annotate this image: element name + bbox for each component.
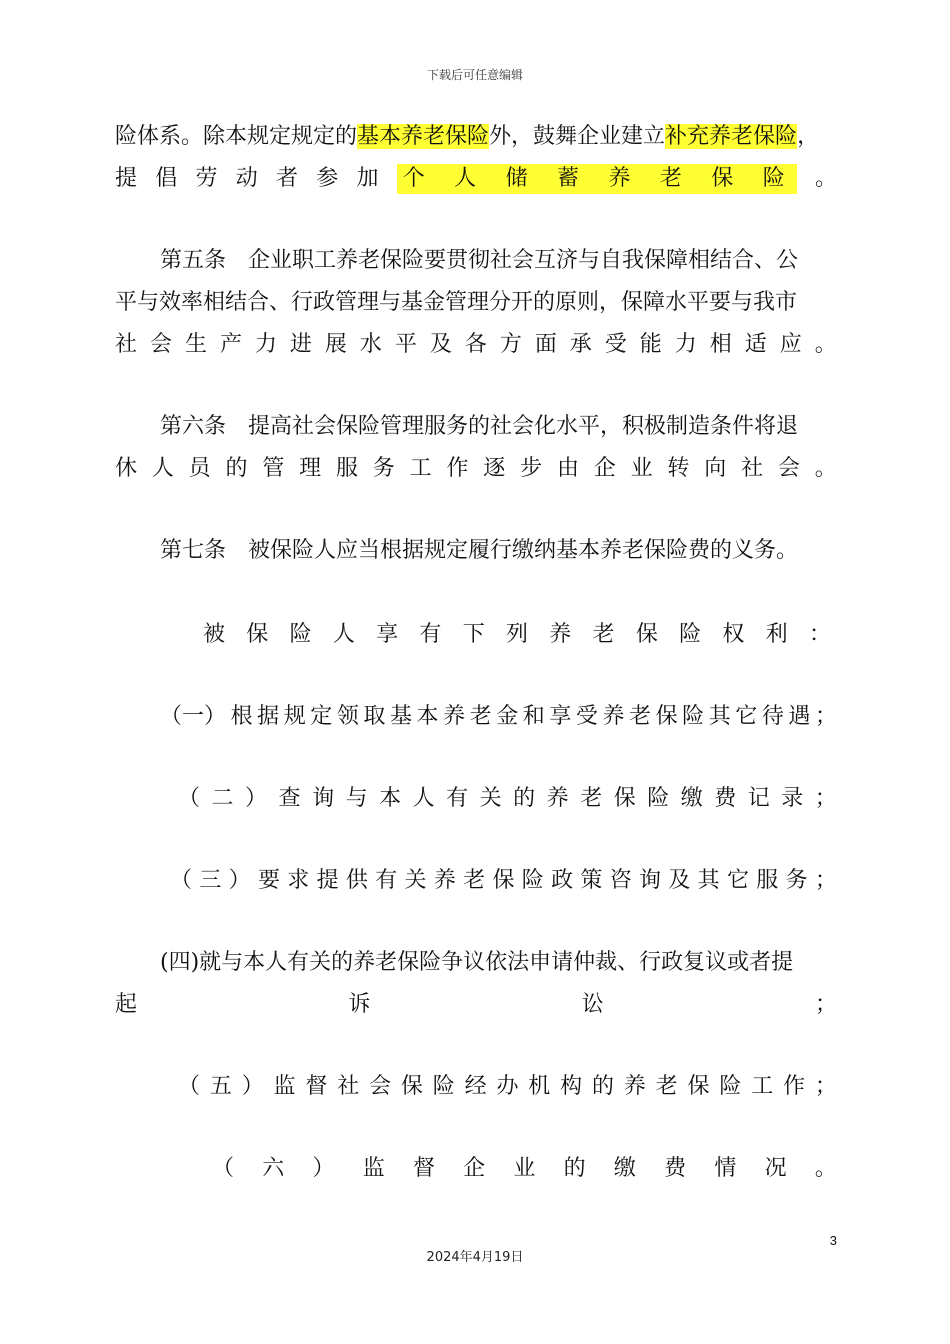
char: 况: [764, 1156, 787, 1181]
char: 享: [376, 622, 399, 647]
char: 老: [655, 1074, 678, 1099]
char: 人: [454, 166, 477, 191]
char: 保: [655, 704, 678, 729]
page-number: 3: [829, 1233, 837, 1248]
char: ）: [245, 786, 268, 811]
char: 其: [697, 868, 720, 893]
article-5-line-3: [115, 330, 837, 360]
char: 工: [751, 1074, 774, 1099]
char: 有: [419, 622, 442, 647]
char: 遇: [788, 704, 811, 729]
char: 老: [580, 786, 603, 811]
char: 业: [513, 1156, 536, 1181]
char: 。: [814, 1156, 837, 1181]
char: 提: [115, 166, 138, 191]
char: 待: [761, 704, 784, 729]
char: 展: [324, 332, 347, 357]
line-1: 险体系。除本规定规定的基本养老保险外，鼓舞企业建立补充养老保险，: [115, 124, 820, 149]
char: 有: [375, 868, 398, 893]
char: 政: [551, 868, 574, 893]
char: 向: [704, 456, 727, 481]
char: 有: [446, 786, 469, 811]
char: 社: [741, 456, 764, 481]
char: 养: [623, 1074, 646, 1099]
char: 缴: [613, 1156, 636, 1181]
char: 者: [276, 166, 299, 191]
char: 金: [496, 704, 519, 729]
char: 五: [209, 1074, 232, 1099]
char: 供: [345, 868, 368, 893]
right-3: [170, 866, 837, 896]
char: ；: [814, 868, 837, 893]
article-5-line-1: 第五条 企业职工养老保险要贯彻社会互济与自我保障相结合、公: [160, 248, 799, 273]
char: 缴: [680, 786, 703, 811]
char: 社: [115, 332, 138, 357]
highlight-supplementary-pension: 补充养老保险: [665, 124, 798, 149]
char: （一）: [160, 704, 227, 729]
char: 参: [316, 166, 339, 191]
char: 险: [762, 166, 785, 191]
char: 平: [394, 332, 417, 357]
char: 根: [230, 704, 253, 729]
char: 和: [522, 704, 545, 729]
char: 保: [492, 868, 515, 893]
char: 动: [235, 166, 258, 191]
char: 企: [463, 1156, 486, 1181]
char: 下: [462, 622, 485, 647]
char: 相: [709, 332, 732, 357]
char: 社: [337, 1074, 360, 1099]
char: 办: [496, 1074, 519, 1099]
char: 受: [604, 332, 627, 357]
char: 人: [412, 786, 435, 811]
char: 生: [184, 332, 207, 357]
char: 关: [479, 786, 502, 811]
char: 督: [305, 1074, 328, 1099]
char: 提: [316, 868, 339, 893]
char: 养: [608, 166, 631, 191]
char: 的: [225, 456, 248, 481]
char: 基: [389, 704, 412, 729]
char: 务: [785, 868, 808, 893]
right-5: [178, 1072, 837, 1102]
char: 老: [592, 622, 615, 647]
right-4-line-1: (四)就与本人有关的养老保险争议依法申请仲裁、行政复议或者提: [160, 950, 794, 975]
char: 各: [464, 332, 487, 357]
char: 保: [613, 786, 636, 811]
char: 水: [359, 332, 382, 357]
char: 企: [593, 456, 616, 481]
line-2: [115, 164, 837, 194]
char: 取: [363, 704, 386, 729]
char: 受: [575, 704, 598, 729]
char: 进: [289, 332, 312, 357]
page-footer-date: 2024年4月19日: [426, 1250, 524, 1265]
char: 险: [432, 1074, 455, 1099]
char: 步: [520, 456, 543, 481]
right-2: [178, 784, 837, 814]
char: 它: [735, 704, 758, 729]
char: ；: [814, 1074, 837, 1099]
char: （: [212, 1156, 235, 1181]
char: 加: [356, 166, 379, 191]
char: 险: [679, 622, 702, 647]
char: 领: [336, 704, 359, 729]
char: 服: [335, 456, 358, 481]
right-1: [160, 702, 837, 732]
char: 费: [664, 1156, 687, 1181]
char: 据: [257, 704, 280, 729]
char: 监: [362, 1156, 385, 1181]
char: 老: [469, 704, 492, 729]
char: 会: [777, 456, 800, 481]
char: 险: [719, 1074, 742, 1099]
char: 面: [534, 332, 557, 357]
char: 人: [151, 456, 174, 481]
char: 六: [262, 1156, 285, 1181]
char: 关: [404, 868, 427, 893]
char: ；: [814, 786, 837, 811]
char: 作: [446, 456, 469, 481]
char: ：: [808, 622, 831, 647]
char: 险: [647, 786, 670, 811]
char: 险: [289, 622, 312, 647]
char: 劳: [195, 166, 218, 191]
char: 本: [416, 704, 439, 729]
char: 及: [429, 332, 452, 357]
char: 服: [756, 868, 779, 893]
char: 咨: [609, 868, 632, 893]
char: 养: [443, 704, 466, 729]
char: 倡: [155, 166, 178, 191]
char: 承: [569, 332, 592, 357]
char: 休: [115, 456, 138, 481]
article-5-line-2: 平与效率相结合、行政管理与基金管理分开的原则，保障水平要与我市: [115, 290, 798, 315]
char: 列: [505, 622, 528, 647]
char: 人: [332, 622, 355, 647]
char: 养: [602, 704, 625, 729]
right-6: [212, 1154, 837, 1184]
char: 保: [246, 622, 269, 647]
char: 被: [203, 622, 226, 647]
char: 力: [254, 332, 277, 357]
char: 权: [722, 622, 745, 647]
rights-title: [203, 620, 831, 650]
char: 储: [505, 166, 528, 191]
char: 查: [278, 786, 301, 811]
char: 能: [639, 332, 662, 357]
char: 定: [310, 704, 333, 729]
char: 它: [726, 868, 749, 893]
char: 员: [188, 456, 211, 481]
char: 工: [409, 456, 432, 481]
char: 机: [528, 1074, 551, 1099]
char: （: [178, 1074, 201, 1099]
char: 督: [412, 1156, 435, 1181]
char: 险: [521, 868, 544, 893]
char: 监: [273, 1074, 296, 1099]
char: 逐: [483, 456, 506, 481]
char: 应: [779, 332, 802, 357]
char: 起: [115, 992, 138, 1017]
char: 方: [499, 332, 522, 357]
char: 养: [546, 786, 569, 811]
char: ）: [228, 868, 251, 893]
char: 经: [464, 1074, 487, 1099]
char: 要: [257, 868, 280, 893]
char: 本: [379, 786, 402, 811]
char: 个: [402, 166, 425, 191]
char: 管: [262, 456, 285, 481]
char: 务: [372, 456, 395, 481]
char: 二: [211, 786, 234, 811]
char: 费: [714, 786, 737, 811]
char: 作: [783, 1074, 806, 1099]
highlight-basic-pension: 基本养老保险: [357, 124, 490, 149]
char: 保: [635, 622, 658, 647]
page-header: 下载后可任意编辑: [426, 68, 523, 82]
char: 其: [708, 704, 731, 729]
char: 三: [199, 868, 222, 893]
char: 的: [563, 1156, 586, 1181]
char: 询: [312, 786, 335, 811]
char: 老: [659, 166, 682, 191]
article-6-line-2: [115, 454, 837, 484]
char: ；: [814, 704, 837, 729]
char: 转: [667, 456, 690, 481]
char: （: [178, 786, 201, 811]
char: 享: [549, 704, 572, 729]
char: 保: [400, 1074, 423, 1099]
char: 及: [668, 868, 691, 893]
char: ）: [312, 1156, 335, 1181]
char: 蓄: [557, 166, 580, 191]
char: 构: [560, 1074, 583, 1099]
char: 力: [674, 332, 697, 357]
char: 规: [283, 704, 306, 729]
char: 老: [463, 868, 486, 893]
char: 险: [682, 704, 705, 729]
char: 业: [630, 456, 653, 481]
char: 理: [299, 456, 322, 481]
char: 的: [591, 1074, 614, 1099]
char: 诉: [348, 992, 371, 1017]
char: 养: [433, 868, 456, 893]
char: 与: [345, 786, 368, 811]
char: 。: [814, 166, 837, 191]
char: 记: [747, 786, 770, 811]
char: 求: [287, 868, 310, 893]
char: （: [170, 868, 193, 893]
char: ）: [241, 1074, 264, 1099]
char: 保: [711, 166, 734, 191]
char: 询: [639, 868, 662, 893]
article-7: 第七条 被保险人应当根据规定履行缴纳基本养老保险费的义务。: [160, 538, 799, 563]
char: ；: [814, 992, 837, 1017]
char: 适: [744, 332, 767, 357]
char: 情: [714, 1156, 737, 1181]
char: 录: [781, 786, 804, 811]
right-4-line-2: [115, 990, 837, 1020]
highlight-personal-savings-pension: [397, 164, 797, 194]
char: 。: [814, 332, 837, 357]
char: 老: [629, 704, 652, 729]
char: 产: [219, 332, 242, 357]
char: 会: [369, 1074, 392, 1099]
char: 的: [513, 786, 536, 811]
char: 保: [687, 1074, 710, 1099]
char: 讼: [581, 992, 604, 1017]
char: 。: [814, 456, 837, 481]
char: 养: [549, 622, 572, 647]
char: 策: [580, 868, 603, 893]
char: 利: [765, 622, 788, 647]
char: 会: [149, 332, 172, 357]
article-6-line-1: 第六条 提高社会保险管理服务的社会化水平，积极制造条件将退: [160, 414, 799, 439]
char: 由: [556, 456, 579, 481]
